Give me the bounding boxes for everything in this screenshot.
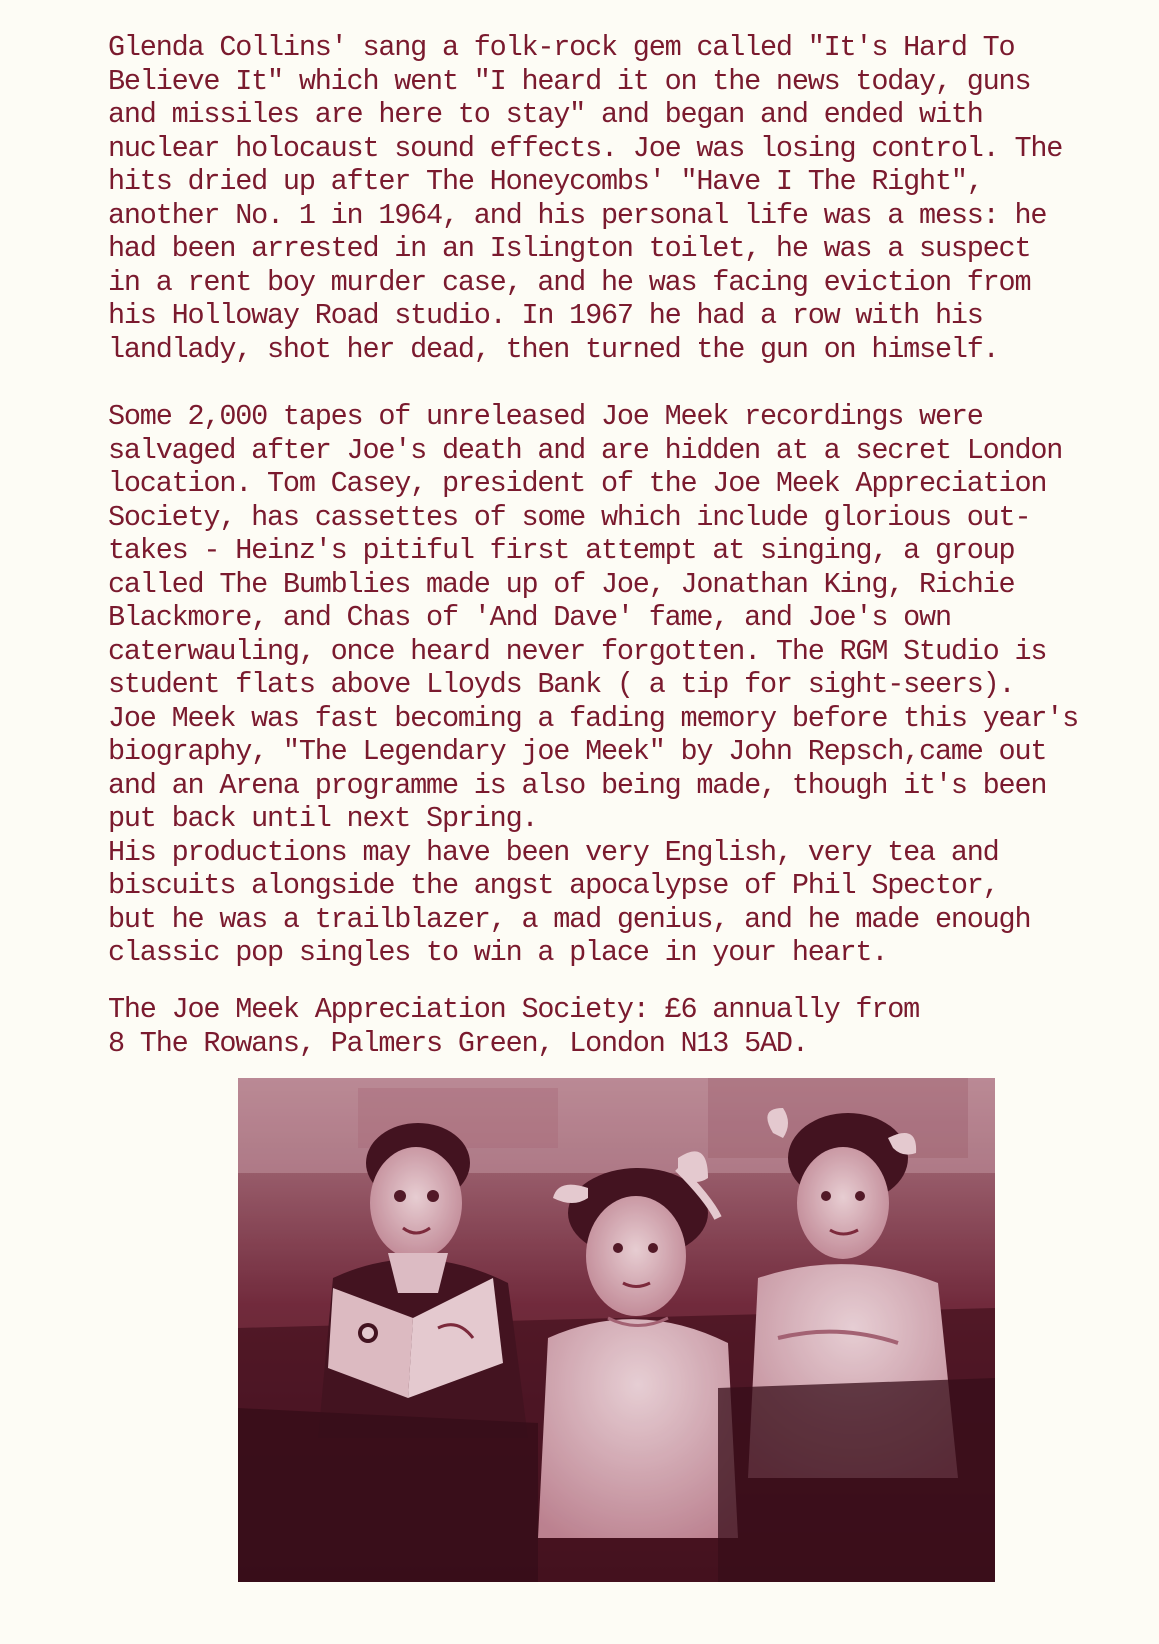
text-line: and missiles are here to stay" and began and ended with bbox=[108, 98, 983, 131]
text-line: hits dried up after The Honeycombs' "Have I The Right", bbox=[108, 165, 983, 198]
text-line: takes - Heinz's pitiful first attempt at singing, a group bbox=[108, 534, 1015, 567]
childhood-photo bbox=[238, 1078, 995, 1582]
paragraph-society-address bbox=[108, 993, 1148, 1060]
text-line: nuclear holocaust sound effects. Joe was losing control. The bbox=[108, 131, 1063, 165]
text-line: Believe It" which went "I heard it on the news today, guns bbox=[108, 64, 1031, 98]
text-line: Joe Meek was fast becoming a fading memory before this year's bbox=[108, 701, 1079, 735]
text-line: biscuits alongside the angst apocalypse of Phil Spector, bbox=[108, 869, 999, 902]
text-line: The Joe Meek Appreciation Society: £6 annually from bbox=[108, 993, 920, 1026]
text-line: had been arrested in an Islington toilet, he was a suspect bbox=[108, 232, 1031, 265]
text-line: Glenda Collins' sang a folk-rock gem called "It's Hard To bbox=[108, 31, 1015, 64]
text-line: another No. 1 in 1964, and his personal life was a mess: he bbox=[108, 198, 1047, 232]
text-line: his Holloway Road studio. In 1967 he had a row with his bbox=[108, 299, 983, 332]
text-line: His productions may have been very English, very tea and bbox=[108, 835, 999, 869]
photo-illustration bbox=[238, 1078, 995, 1582]
text-line: student flats above Lloyds Bank ( a tip for sight-seers). bbox=[108, 668, 1015, 701]
text-line: Some 2,000 tapes of unreleased Joe Meek recordings were bbox=[108, 400, 983, 433]
text-line: Blackmore, and Chas of 'And Dave' fame, and Joe's own bbox=[108, 601, 951, 634]
text-line: 8 The Rowans, Palmers Green, London N13 5AD. bbox=[108, 1026, 808, 1060]
text-line: put back until next Spring. bbox=[108, 802, 538, 835]
text-line: but he was a trailblazer, a mad genius, and he made enough bbox=[108, 902, 1031, 936]
text-line: salvaged after Joe's death and are hidden at a secret London bbox=[108, 433, 1063, 467]
text-line: biography, "The Legendary joe Meek" by John Repsch,came out bbox=[108, 735, 1047, 768]
paragraph-joe-decline bbox=[108, 31, 1148, 366]
text-line: and an Arena programme is also being made, though it's been bbox=[108, 768, 1047, 802]
text-line: landlady, shot her dead, then turned the gun on himself. bbox=[108, 332, 999, 366]
text-line: classic pop singles to win a place in your heart. bbox=[108, 936, 888, 969]
text-line: location. Tom Casey, president of the Joe Meek Appreciation bbox=[108, 467, 1047, 500]
paragraph-unreleased-tapes bbox=[108, 400, 1148, 970]
text-line: Society, has cassettes of some which include glorious out- bbox=[108, 500, 1031, 534]
text-line: caterwauling, once heard never forgotten. The RGM Studio is bbox=[108, 634, 1047, 668]
text-line: called The Bumblies made up of Joe, Jonathan King, Richie bbox=[108, 567, 1015, 601]
text-line: in a rent boy murder case, and he was facing eviction from bbox=[108, 265, 1031, 299]
